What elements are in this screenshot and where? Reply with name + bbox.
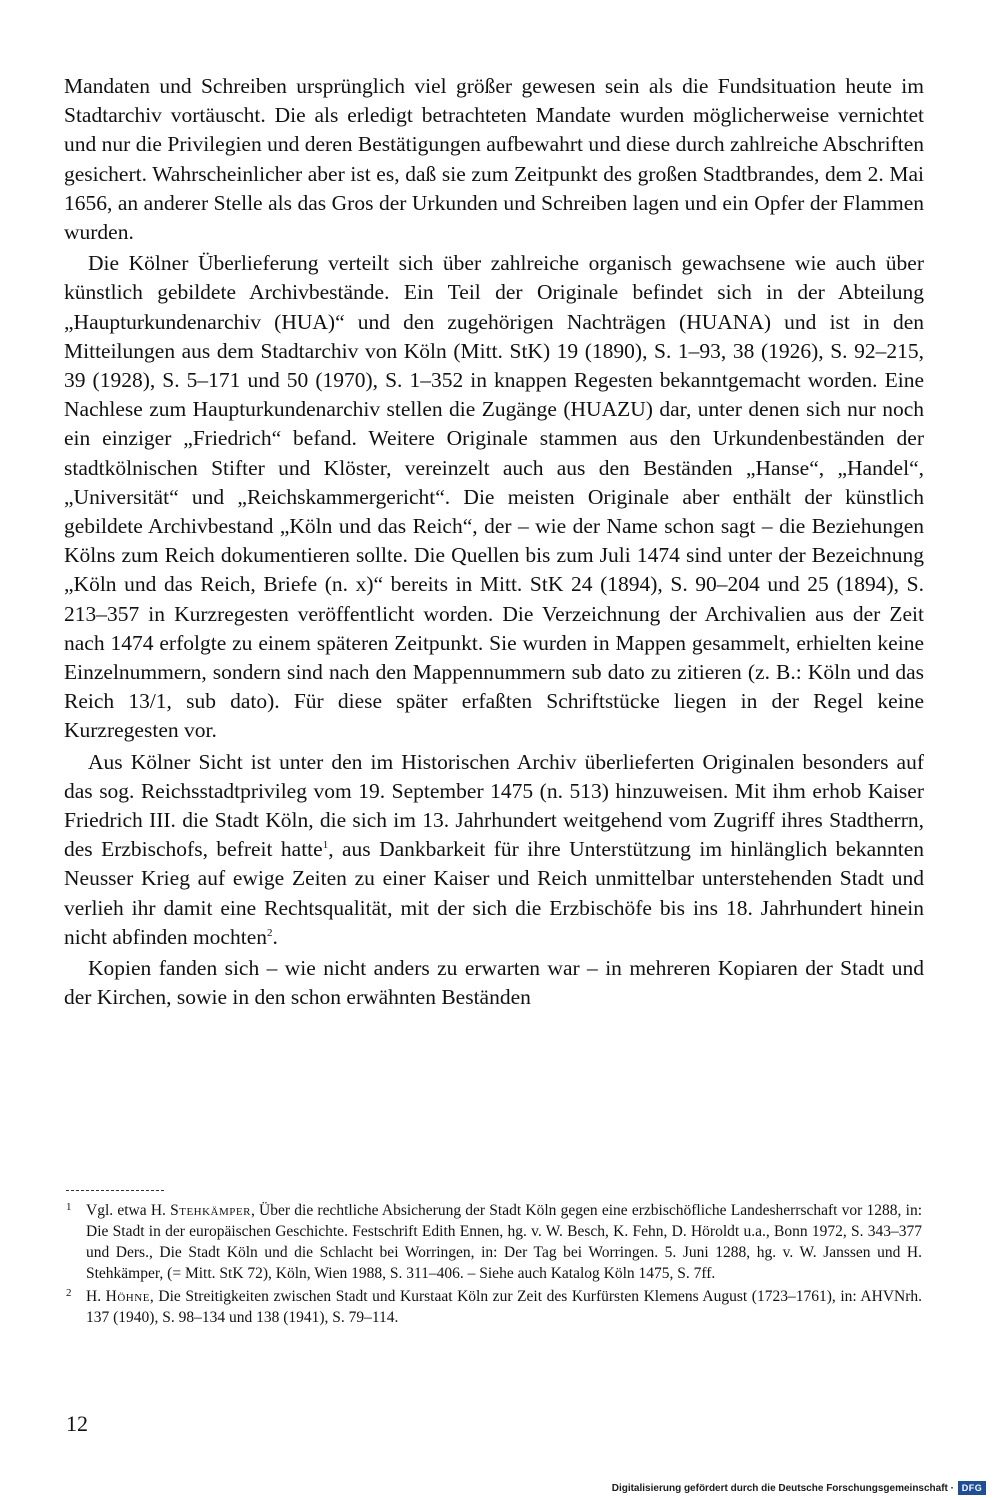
footnote-1-author: Stehkämper [170,1202,251,1219]
paragraph-3 [64,748,924,952]
paragraph-3-text-c: . [272,924,278,949]
funding-text: Digitalisierung gefördert durch die Deutsche Forschungsgemeinschaft · [611,1482,954,1494]
footnote-1-prefix: Vgl. etwa H. [86,1202,171,1219]
footnote-2-text: , Die Streitigkeiten zwischen Stadt und Kurstaat Köln zur Zeit des Kurfürsten Klemens August (1723–1761), in: AHVNrh. 137 (1940), S. 98–134 und 138 (1941), S. 79–114. [86,1288,922,1326]
footnote-1 [66,1200,922,1284]
footnote-ref-1: 1 [322,839,329,852]
main-text [64,72,924,1013]
footnote-number: 1 [66,1201,72,1213]
footnote-divider [66,1190,164,1191]
page-number: 12 [66,1411,88,1436]
paragraph-3-text-a: Aus Kölner Sicht ist unter den im Historischen Archiv überlieferten Originalen besonders auf das sog. Reichsstadtprivileg vom 19. September 1475 (n. 513) hinzuweisen. Mit ihm erhob Kaiser Friedrich III. die Stadt Köln, die sich im 13. Jahrhundert weitgehend vom Zugriff ihres Stadtherrn, des Erzbischofs, befreit hatte [64,749,924,862]
paragraph-1: Mandaten und Schreiben ursprünglich viel größer gewesen sein als die Fundsituation heute im Stadtarchiv vortäuscht. Die als erledigt betrachteten Mandate wurden möglicherweise vernichtet und nur die Privilegien und deren Bestätigungen aufbewahrt und diese durch zahlreiche Abschriften gesichert. Wahrscheinlicher aber ist es, daß sie zum Zeitpunkt des großen Stadtbrandes, dem 2. Mai 1656, an anderer Stelle als das Gros der Urkunden und Schreiben lagen und ein Opfer der Flammen wurden. [64,74,924,245]
footnote-number: 2 [66,1287,72,1299]
footnote-2-prefix: H. [86,1288,106,1305]
footnote-1-text: , Über die rechtliche Absicherung der Stadt Köln gegen eine erzbischöfliche Landesherrschaft vor 1288, in: Die Stadt in der europäischen Geschichte. Festschrift Edith Ennen, hg. v. W. Besch, K. Fehn, D. Höroldt u.a., Bonn 1972, S. 343–377 und Ders., Die Stadt Köln und die Schlacht bei Worringen, in: Der Tag bei Worringen. 5. Juni 1288, hg. v. W. Janssen und H. Stehkämper, (= Mitt. StK 72), Köln, Wien 1988, S. 311–406. – Siehe auch Katalog Köln 1475, S. 7ff. [86,1202,923,1282]
footnote-2 [66,1286,922,1328]
paragraph-3-text-b: , aus Dankbarkeit für ihre Unterstützung im hinlänglich bekannten Neusser Krieg auf ewige Zeiten zu einer Kaiser und Reich unmittelbar unterstehenden Stadt und verlieh ihr damit eine Rechtsqualität, mit der sich die Erzbischöfe bis ins 18. Jahrhundert hinein nicht abfinden mochten [64,837,924,949]
footnote-ref-2: 2 [267,926,273,939]
paragraph-2: Die Kölner Überlieferung verteilt sich über zahlreiche organisch gewachsene wie auch über künstlich gebildete Archivbestände. Ein Teil der Originale befindet sich in der Abteilung „Haupturkundenarchiv (HUA)“ und den zugehörigen Nachträgen (HUANA) und ist in den Mitteilungen aus dem Stadtarchiv von Köln (Mitt. StK) 19 (1890), S. 1–93, 38 (1926), S. 92–215, 39 (1928), S. 5–171 und 50 (1970), S. 1–352 in knappen Regesten bekanntgemacht worden. Eine Nachlese zum Haupturkundenarchiv stellen die Zugänge (HUAZU) dar, unter denen sich nur noch ein einziger „Friedrich“ befand. Weitere Originale stammen aus den Urkundenbeständen der stadtkölnischen Stifter und Klöster, vereinzelt auch aus den Beständen „Hanse“, „Handel“, „Universität“ und „Reichskammergericht“. Die meisten Originale aber enthält der künstlich gebildete Archivbestand „Köln und das Reich“, der – wie der Name schon sagt – die Beziehungen Kölns zum Reich dokumentieren sollte. Die Quellen bis zum Juli 1474 sind unter der Bezeichnung „Köln und das Reich, Briefe (n. x)“ bereits in Mitt. StK 24 (1894), S. 90–204 und 25 (1894), S. 213–357 in Kurzregesten veröffentlicht worden. Die Verzeichnung der Archivalien aus der Zeit nach 1474 erfolgte zu einem späteren Zeitpunkt. Sie wurden in Mappen gesammelt, erhielten keine Einzelnummern, sondern sind nach den Mappennummern sub dato zu zitieren (z. B.: Köln und das Reich 13/1, sub dato). Für diese später erfaßten Schriftstücke liegen in der Regel keine Kurzregesten vor. [64,251,924,743]
dfg-logo-icon: DFG [958,1481,986,1495]
paragraph-4: Kopien fanden sich – wie nicht anders zu erwarten war – in mehreren Kopiaren der Stadt und der Kirchen, sowie in den schon erwähnten Beständen [64,956,924,1010]
footnotes [66,1200,922,1328]
footnote-2-author: Höhne [105,1288,150,1305]
funding-footer [612,1480,986,1496]
